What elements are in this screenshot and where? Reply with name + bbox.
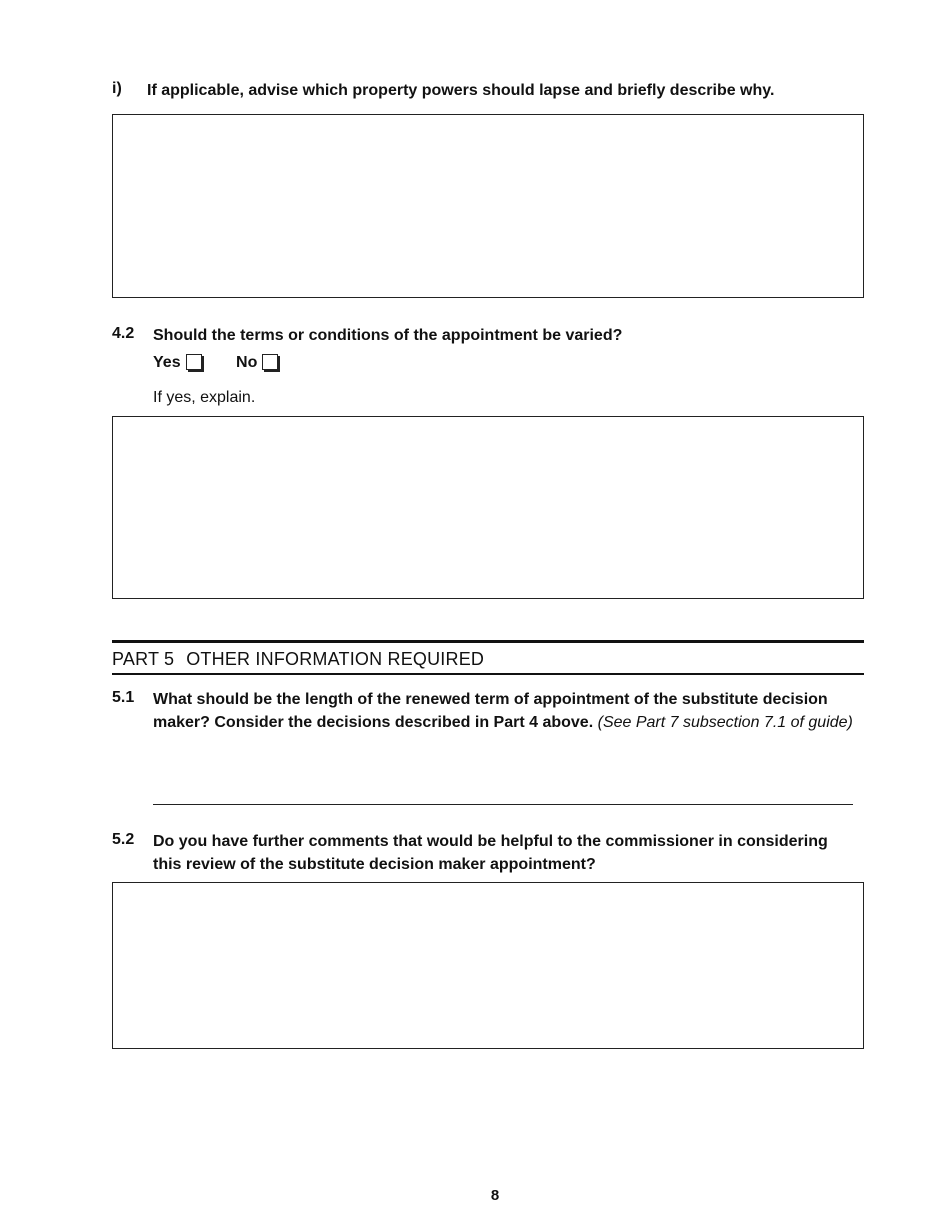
q4-2-followup: If yes, explain. [153,389,256,406]
q5-2-question-line2: this review of the substitute decision maker appointment? [153,856,596,873]
q4-2-no-option[interactable] [236,354,278,372]
q5-1-question-line1: What should be the length of the renewed term of appointment of the substitute decision [153,691,828,708]
q4-2-answer-box[interactable] [112,416,864,599]
q4-2-yes-option[interactable] [153,354,202,372]
part5-title: OTHER INFORMATION REQUIRED [186,649,485,669]
item-i-number: i) [112,80,122,97]
part5-label: PART 5 [112,649,175,669]
q4-2-choices [153,354,278,372]
q4-2-yes-checkbox[interactable] [186,354,202,370]
q5-1-reference: (See Part 7 subsection 7.1 of guide) [597,714,853,731]
q5-1-question-line2: maker? Consider the decisions described in Part 4 above. [153,714,594,731]
part5-header [112,640,864,675]
q5-1-question-line2-wrap [153,711,864,734]
q5-1-question [153,688,864,734]
q5-2-number: 5.2 [112,831,135,848]
q4-2-no-checkbox[interactable] [262,354,278,370]
q5-2-question-line1: Do you have further comments that would be helpful to the commissioner in considering [153,833,828,850]
q4-2-yes-label: Yes [153,354,181,371]
q4-2-no-label: No [236,354,258,371]
item-i-answer-box[interactable] [112,114,864,298]
q5-1-answer-line[interactable] [153,804,853,805]
q4-2-question: Should the terms or conditions of the appointment be varied? [153,327,623,344]
item-i-question: If applicable, advise which property powers should lapse and briefly describe why. [147,82,775,99]
q5-1-number: 5.1 [112,689,135,706]
q5-2-answer-box[interactable] [112,882,864,1049]
q4-2-number: 4.2 [112,325,135,342]
q5-2-question [153,830,864,876]
page-number: 8 [490,1187,500,1204]
